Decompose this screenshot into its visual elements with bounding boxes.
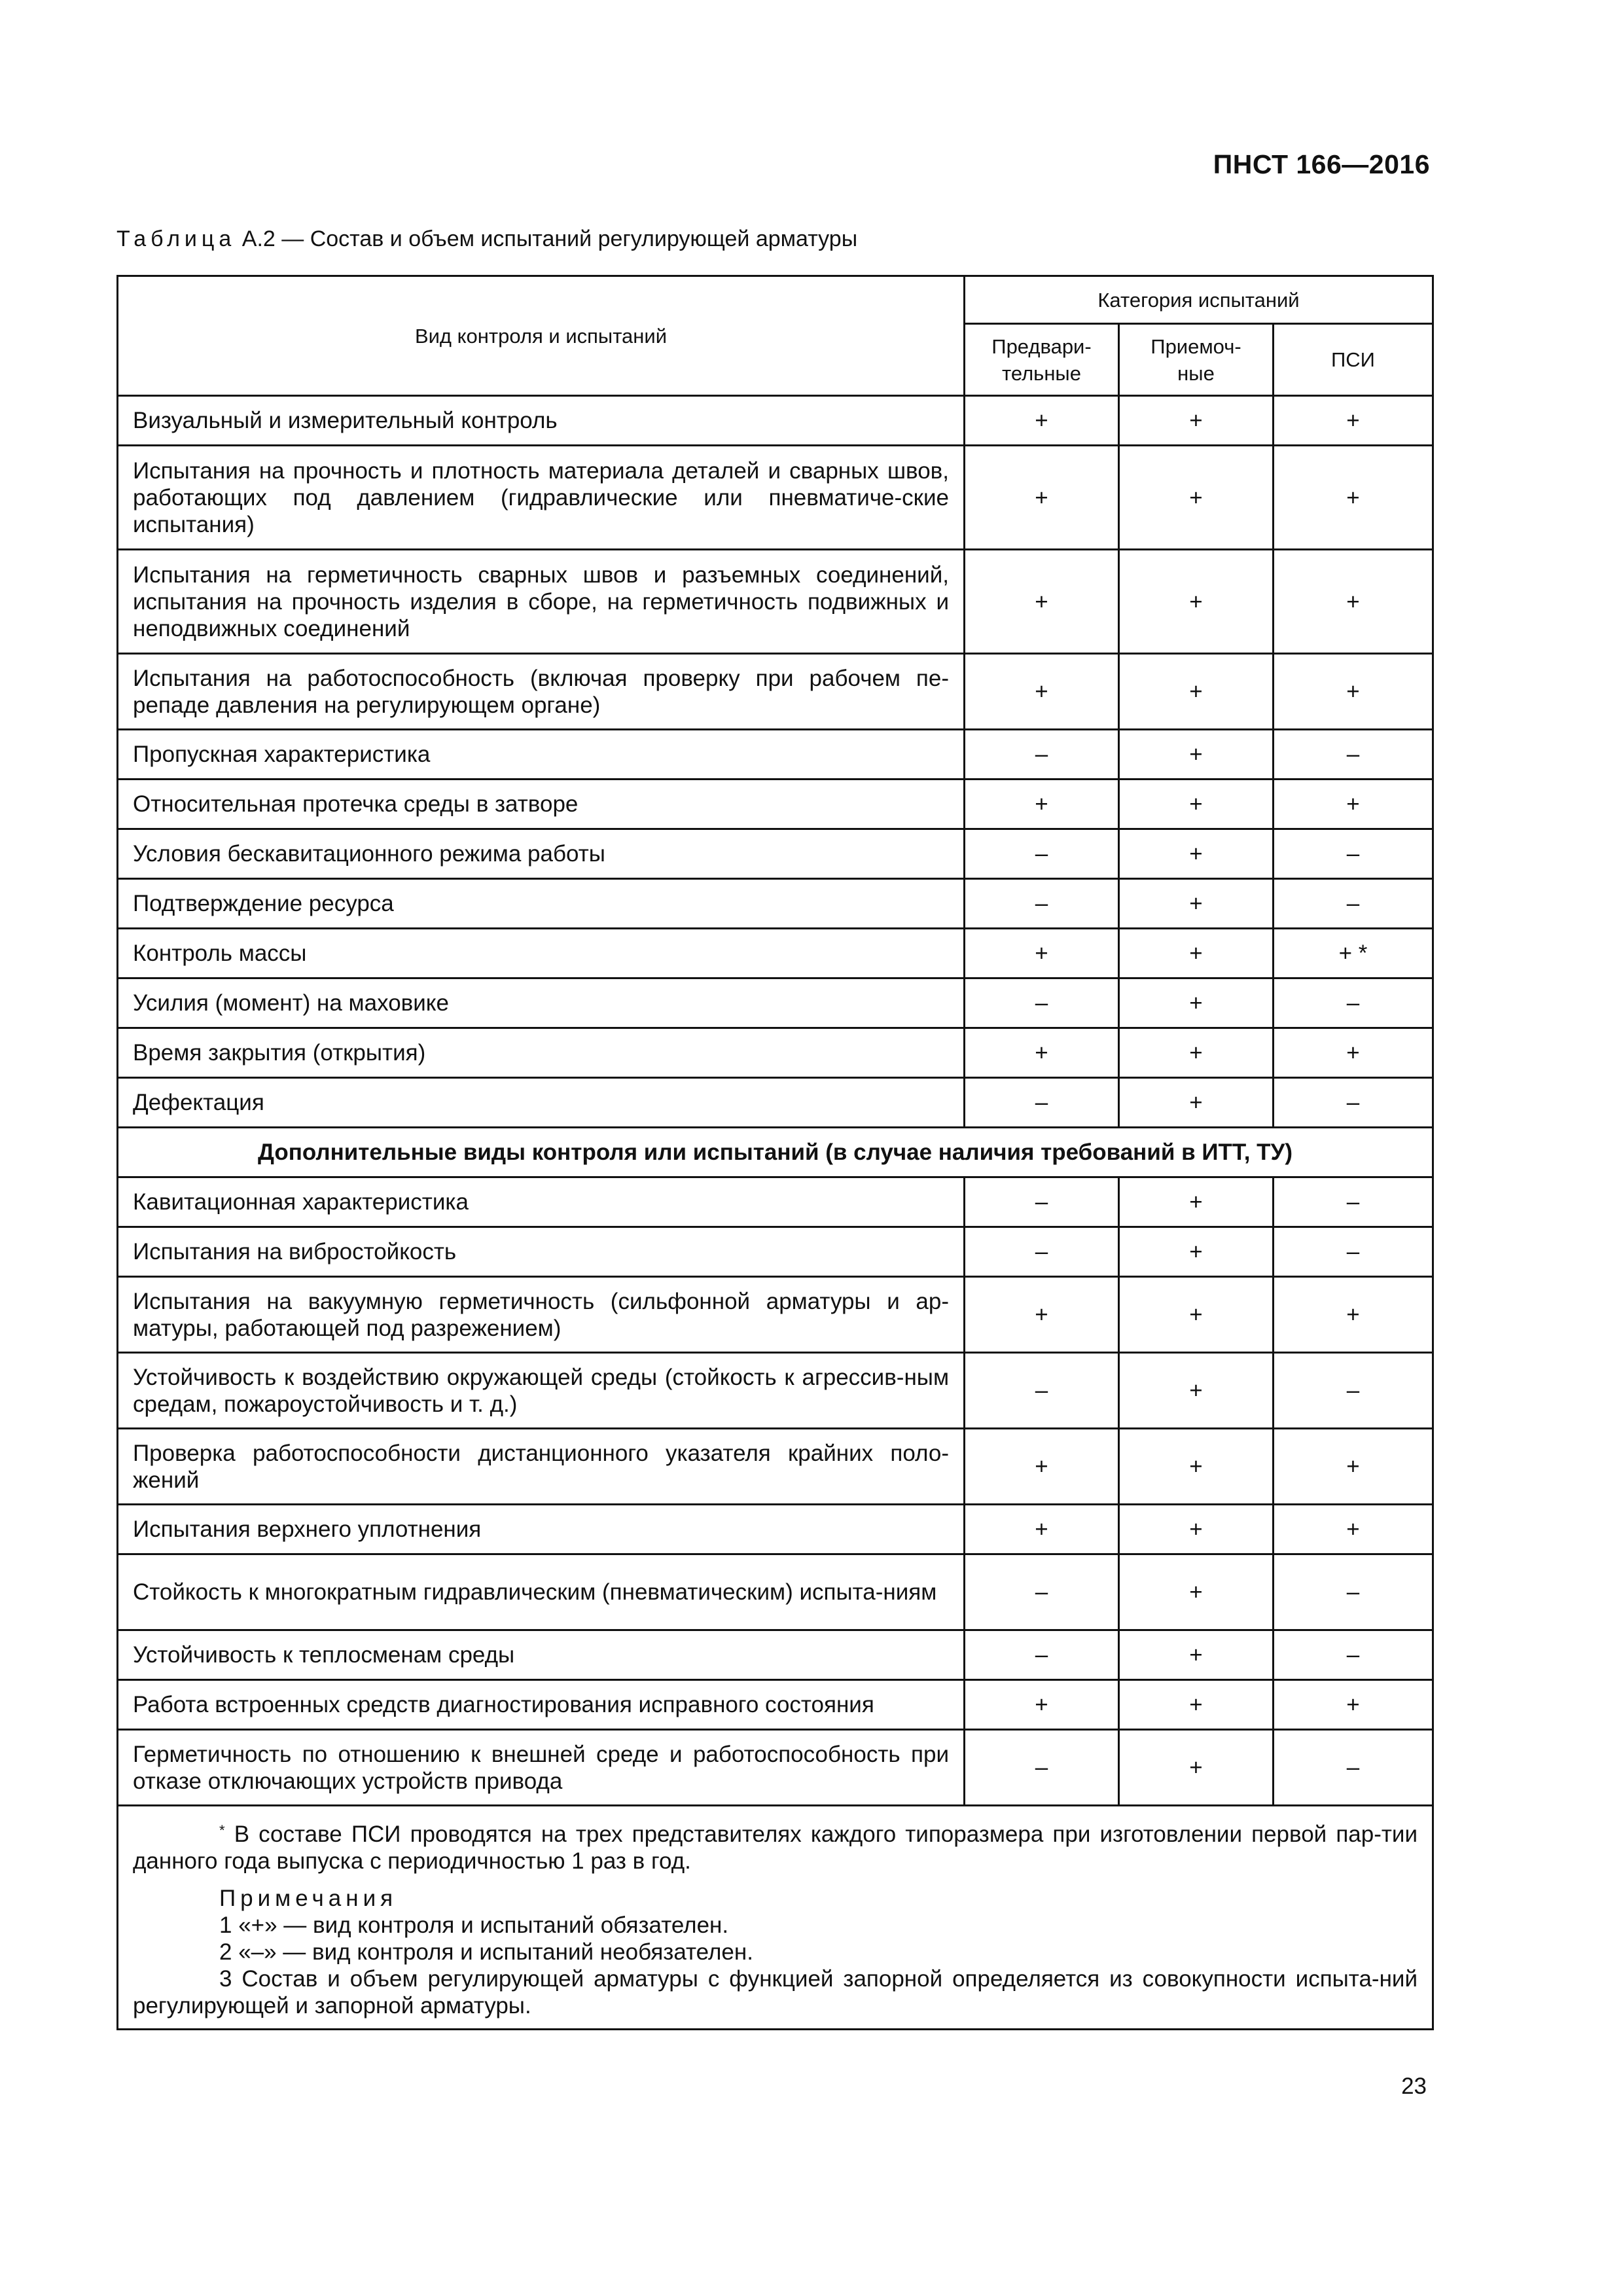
mark-accept: +: [1119, 1028, 1274, 1078]
table-row: [118, 1227, 1433, 1277]
mark-prelim: –: [965, 978, 1119, 1028]
row-test-name: Испытания на вибростойкость: [118, 1227, 965, 1277]
mark-psi: +: [1274, 1429, 1433, 1505]
mark-accept: +: [1119, 654, 1274, 730]
mark-accept: +: [1119, 978, 1274, 1028]
row-test-name: Испытания на герметичность сварных швов и разъемных соединений, испытания на прочность изделия в сборе, на герметичность подвижных и неподвижных соединений: [118, 550, 965, 654]
row-test-name: Испытания на вакуумную герметичность (сильфонной арматуры и ар-матуры, работающей под разрежением): [118, 1277, 965, 1353]
mark-prelim: +: [965, 550, 1119, 654]
mark-psi: –: [1274, 978, 1433, 1028]
mark-psi: –: [1274, 1353, 1433, 1429]
notes-title: Примечания: [219, 1886, 398, 1911]
table-row: [118, 654, 1433, 730]
note-item: 1 «+» — вид контроля и испытаний обязателен.: [219, 1912, 729, 1938]
mark-accept: +: [1119, 1227, 1274, 1277]
row-test-name: Испытания на работоспособность (включая проверку при рабочем пе-репаде давления на регулирующем органе): [118, 654, 965, 730]
row-test-name: Относительная протечка среды в затворе: [118, 780, 965, 829]
row-test-name: Герметичность по отношению к внешней среде и работоспособность при отказе отключающих устройств привода: [118, 1730, 965, 1806]
mark-prelim: +: [965, 1429, 1119, 1505]
mark-prelim: –: [965, 1730, 1119, 1806]
mark-prelim: +: [965, 1680, 1119, 1730]
mark-psi: –: [1274, 1227, 1433, 1277]
mark-psi: –: [1274, 730, 1433, 780]
row-test-name: Пропускная характеристика: [118, 730, 965, 780]
row-test-name: Испытания верхнего уплотнения: [118, 1505, 965, 1554]
mark-prelim: –: [965, 1353, 1119, 1429]
row-test-name: Время закрытия (открытия): [118, 1028, 965, 1078]
mark-psi: +: [1274, 1505, 1433, 1554]
table-row: [118, 730, 1433, 780]
row-test-name: Работа встроенных средств диагностирования исправного состояния: [118, 1680, 965, 1730]
mark-accept: +: [1119, 446, 1274, 550]
table-row: [118, 780, 1433, 829]
mark-prelim: –: [965, 1630, 1119, 1680]
mark-prelim: –: [965, 829, 1119, 879]
table-row: [118, 1630, 1433, 1680]
mark-prelim: +: [965, 396, 1119, 446]
table-row: [118, 1730, 1433, 1806]
mark-prelim: +: [965, 1028, 1119, 1078]
page-number: 23: [1401, 2073, 1427, 2099]
mark-accept: +: [1119, 396, 1274, 446]
footnote-text: В составе ПСИ проводятся на трех представителях каждого типоразмера при изготовлении первой пар-тии данного года выпуска с периодичностью 1 раз в год.: [133, 1821, 1418, 1874]
mark-prelim: –: [965, 879, 1119, 929]
table-row: [118, 550, 1433, 654]
table-row: [118, 829, 1433, 879]
table-row: [118, 929, 1433, 978]
footnote: [133, 1821, 1418, 1874]
mark-prelim: +: [965, 929, 1119, 978]
note-item: 3 Состав и объем регулирующей арматуры с функцией запорной определяется из совокупности испыта-ний регулирующей и запорной арматуры.: [133, 1966, 1418, 2018]
table-row: [118, 1353, 1433, 1429]
section-row: [118, 1128, 1433, 1177]
table-row: [118, 1177, 1433, 1227]
mark-psi: –: [1274, 1730, 1433, 1806]
mark-prelim: –: [965, 1078, 1119, 1128]
mark-psi: –: [1274, 1630, 1433, 1680]
col-header-prelim: Предвари- тельные: [965, 324, 1119, 396]
table-footer: [118, 1806, 1433, 2030]
mark-accept: +: [1119, 1505, 1274, 1554]
row-test-name: Подтверждение ресурса: [118, 879, 965, 929]
table-row: [118, 1078, 1433, 1128]
mark-prelim: +: [965, 780, 1119, 829]
col-header-psi: ПСИ: [1274, 324, 1433, 396]
mark-prelim: –: [965, 1227, 1119, 1277]
caption-text: А.2 — Состав и объем испытаний регулирующей арматуры: [241, 226, 858, 251]
table-row: [118, 879, 1433, 929]
mark-psi: +: [1274, 446, 1433, 550]
mark-accept: +: [1119, 1680, 1274, 1730]
table-caption: [116, 226, 857, 252]
row-test-name: Стойкость к многократным гидравлическим (пневматическим) испыта-ниям: [118, 1554, 965, 1630]
mark-accept: +: [1119, 1177, 1274, 1227]
row-test-name: Усилия (момент) на маховике: [118, 978, 965, 1028]
table-row: [118, 978, 1433, 1028]
mark-accept: +: [1119, 879, 1274, 929]
table-row: [118, 1554, 1433, 1630]
mark-accept: +: [1119, 1078, 1274, 1128]
mark-psi: +: [1274, 654, 1433, 730]
section-title: Дополнительные виды контроля или испытаний (в случае наличия требований в ИТТ, ТУ): [118, 1128, 1433, 1177]
mark-prelim: –: [965, 1554, 1119, 1630]
table-row: [118, 396, 1433, 446]
mark-prelim: +: [965, 1505, 1119, 1554]
mark-accept: +: [1119, 1429, 1274, 1505]
row-test-name: Визуальный и измерительный контроль: [118, 396, 965, 446]
mark-prelim: +: [965, 654, 1119, 730]
mark-psi: –: [1274, 1177, 1433, 1227]
row-test-name: Устойчивость к теплосменам среды: [118, 1630, 965, 1680]
mark-psi: +: [1274, 1277, 1433, 1353]
row-test-name: Дефектация: [118, 1078, 965, 1128]
col-header-accept: Приемоч- ные: [1119, 324, 1274, 396]
table-row: [118, 1505, 1433, 1554]
mark-psi: –: [1274, 829, 1433, 879]
row-test-name: Испытания на прочность и плотность материала деталей и сварных швов, работающих под давлением (гидравлические или пневматиче-ские испытания): [118, 446, 965, 550]
row-test-name: Контроль массы: [118, 929, 965, 978]
footer-row: [118, 1806, 1433, 2030]
mark-psi: +: [1274, 396, 1433, 446]
mark-psi: –: [1274, 1078, 1433, 1128]
table-row: [118, 1680, 1433, 1730]
test-table: [116, 275, 1434, 2030]
table-row: [118, 1028, 1433, 1078]
mark-prelim: –: [965, 1177, 1119, 1227]
mark-accept: +: [1119, 829, 1274, 879]
footnote-mark: *: [219, 1822, 225, 1839]
standard-designation: ПНСТ 166—2016: [1213, 149, 1430, 179]
mark-accept: +: [1119, 1277, 1274, 1353]
row-test-name: Кавитационная характеристика: [118, 1177, 965, 1227]
mark-psi: –: [1274, 879, 1433, 929]
col-header-category: Категория испытаний: [965, 276, 1433, 324]
mark-accept: +: [1119, 1730, 1274, 1806]
mark-accept: +: [1119, 1630, 1274, 1680]
note-item: 2 «–» — вид контроля и испытаний необязателен.: [219, 1939, 753, 1965]
mark-accept: +: [1119, 780, 1274, 829]
mark-prelim: –: [965, 730, 1119, 780]
caption-prefix: Таблица: [116, 226, 236, 251]
mark-prelim: +: [965, 1277, 1119, 1353]
mark-accept: +: [1119, 929, 1274, 978]
mark-psi: +: [1274, 550, 1433, 654]
mark-accept: +: [1119, 1353, 1274, 1429]
mark-psi: +: [1274, 1028, 1433, 1078]
mark-psi: +: [1274, 1680, 1433, 1730]
col-header-kind: Вид контроля и испытаний: [118, 276, 965, 396]
mark-psi: –: [1274, 1554, 1433, 1630]
mark-psi: + *: [1274, 929, 1433, 978]
mark-prelim: +: [965, 446, 1119, 550]
row-test-name: Устойчивость к воздействию окружающей среды (стойкость к агрессив-ным средам, пожароустойчивость и т. д.): [118, 1353, 965, 1429]
row-test-name: Условия бескавитационного режима работы: [118, 829, 965, 879]
row-test-name: Проверка работоспособности дистанционного указателя крайних поло-жений: [118, 1429, 965, 1505]
mark-accept: +: [1119, 1554, 1274, 1630]
mark-accept: +: [1119, 730, 1274, 780]
table-row: [118, 1429, 1433, 1505]
mark-psi: +: [1274, 780, 1433, 829]
table-row: [118, 1277, 1433, 1353]
table-row: [118, 446, 1433, 550]
mark-accept: +: [1119, 550, 1274, 654]
